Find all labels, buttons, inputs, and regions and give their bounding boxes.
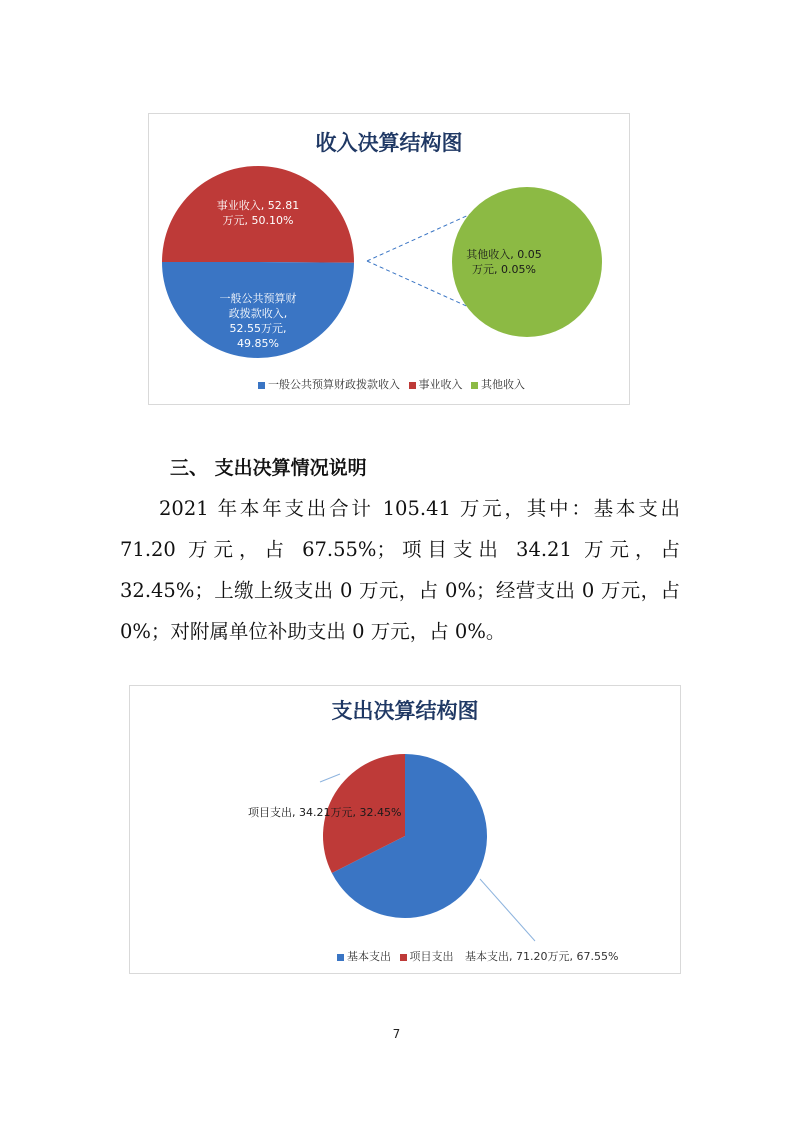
income-label-other-line2: 万元, 0.05% [472, 263, 536, 276]
income-label-business-line2: 万元, 50.10% [222, 214, 294, 227]
legend-swatch-basic [337, 954, 344, 961]
expense-leader-basic [480, 879, 535, 941]
income-label-general-line2: 政拨款收入, [228, 307, 288, 320]
expense-chart [129, 685, 681, 974]
legend-swatch-project [400, 954, 407, 961]
expense-chart-plot [130, 686, 680, 973]
income-chart-title: 收入决算结构图 [315, 131, 463, 155]
legend-swatch-business [409, 382, 416, 389]
legend-project: 项目支出 [409, 950, 454, 963]
page-number: 7 [392, 1027, 401, 1041]
legend-basic: 基本支出 [347, 950, 391, 963]
income-legend [149, 376, 629, 392]
income-chart-plot [149, 114, 629, 404]
expense-label-basic: 基本支出, 71.20万元, 67.55% [465, 950, 619, 963]
income-label-other-line1: 其他收入, 0.05 [466, 248, 542, 261]
expense-legend [332, 948, 680, 964]
legend-general: 一般公共预算财政拨款收入 [268, 378, 400, 391]
legend-other: 其他收入 [481, 378, 525, 391]
expense-leader-project [320, 774, 340, 782]
expense-paragraph: 2021 年本年支出合计 105.41 万元，其中：基本支出 71.20 万元，占 67.55%；项目支出 34.21 万元，占 32.45%；上缴上级支出 0 万元，占 0%；经营支出 0 万元，占 0%；对附属单位补助支出 0 万元，占 0%。 [120, 497, 680, 643]
income-slice-other [452, 187, 602, 337]
expense-label-project: 项目支出, 34.21万元, 32.45% [248, 806, 402, 819]
legend-business: 事业收入 [418, 378, 463, 391]
income-label-business-line1: 事业收入, 52.81 [216, 199, 300, 212]
legend-swatch-general [258, 382, 265, 389]
section-heading: 三、 支出决算情况说明 [170, 457, 367, 479]
legend-swatch-other [471, 382, 478, 389]
income-chart [148, 113, 630, 405]
income-label-general-line3: 52.55万元, [229, 322, 287, 335]
income-label-general-line1: 一般公共预算财 [219, 292, 297, 305]
expense-chart-title: 支出决算结构图 [331, 699, 479, 723]
income-label-general-line4: 49.85% [237, 337, 279, 350]
